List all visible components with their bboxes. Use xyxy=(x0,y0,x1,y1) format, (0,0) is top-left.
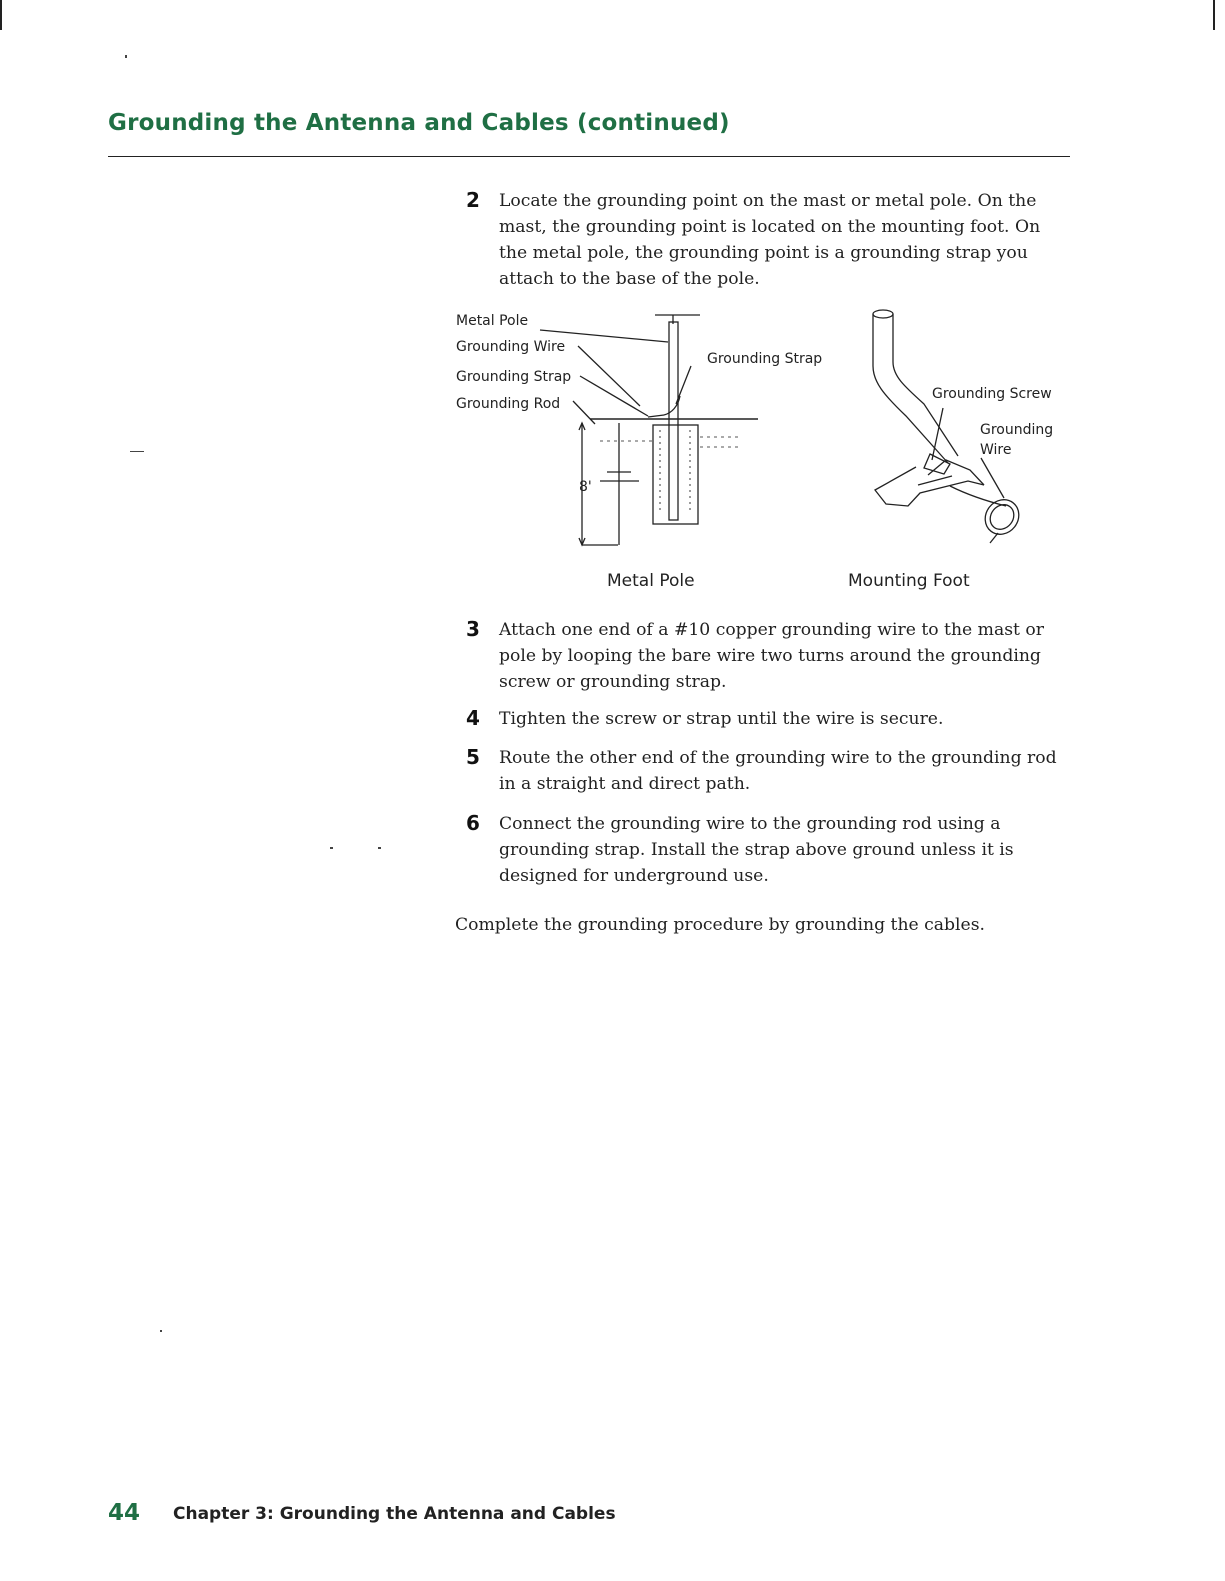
label-grounding-screw: Grounding Screw xyxy=(932,386,1052,402)
scan-speck xyxy=(160,1330,162,1332)
scan-speck xyxy=(125,55,127,58)
label-grounding-rod: Grounding Rod xyxy=(456,396,561,412)
page-number: 44 xyxy=(108,1500,141,1526)
label-metal-pole: Metal Pole xyxy=(456,313,529,329)
scan-speck xyxy=(378,847,381,849)
step-text: Route the other end of the grounding wire to the grounding rod in a straight and direct path. xyxy=(499,748,1057,794)
step-text: Attach one end of a #10 copper grounding wire to the mast or pole by looping the bare wire two turns around the grounding screw or grounding strap. xyxy=(499,620,1044,692)
label-grounding-wire: Grounding Wire xyxy=(456,339,566,355)
scan-speck xyxy=(130,451,144,452)
step-number: 4 xyxy=(466,706,480,730)
step-number: 3 xyxy=(466,617,480,641)
step-text: Locate the grounding point on the mast or metal pole. On the mast, the grounding point is located on the mounting foot. On the metal pole, the grounding point is a grounding strap you attach to the base of the pole. xyxy=(499,191,1041,289)
scan-speck xyxy=(330,847,333,849)
step-text: Tighten the screw or strap until the wire is secure. xyxy=(499,709,944,729)
step-number: 6 xyxy=(466,811,480,835)
title-divider xyxy=(108,156,1070,157)
step-number: 5 xyxy=(466,745,480,769)
metal-pole-illustration xyxy=(540,315,758,545)
label-grounding-strap: Grounding Strap xyxy=(456,369,572,385)
page-title: Grounding the Antenna and Cables (continued) xyxy=(108,110,730,136)
scan-edge xyxy=(0,0,2,30)
step-number: 2 xyxy=(466,188,480,212)
step-text: Connect the grounding wire to the grounding rod using a grounding strap. Install the strap above ground unless it is designed for underground use. xyxy=(499,814,1014,886)
label-grounding-strap: Grounding Strap xyxy=(707,351,823,367)
scan-edge xyxy=(1213,0,1215,30)
label-grounding-wire: Grounding xyxy=(980,422,1054,438)
label-depth: 8' xyxy=(579,479,592,495)
grounding-figure xyxy=(440,300,1080,605)
figure-caption: Metal Pole xyxy=(607,571,695,591)
chapter-title: Chapter 3: Grounding the Antenna and Cables xyxy=(173,1504,616,1524)
figure-caption: Mounting Foot xyxy=(848,571,970,591)
closing-paragraph: Complete the grounding procedure by grounding the cables. xyxy=(455,915,986,935)
label-grounding-wire: Wire xyxy=(980,442,1012,458)
grounding-diagram xyxy=(440,300,1080,600)
